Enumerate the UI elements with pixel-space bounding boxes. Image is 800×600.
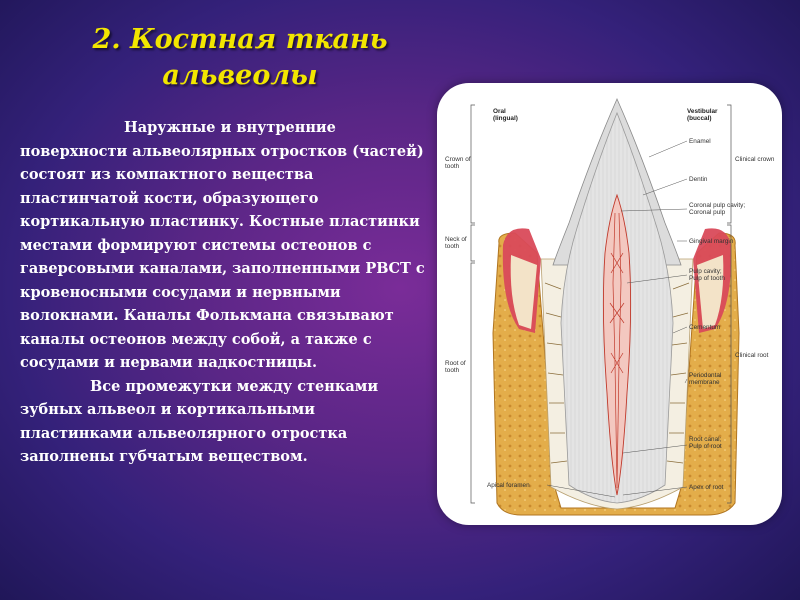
body-text (20, 116, 432, 469)
label-pulp-cavity: Pulp cavity; Pulp of tooth (689, 268, 725, 282)
title-line-2: альвеолы (162, 60, 318, 91)
tooth-diagram-card (437, 83, 782, 525)
label-periodontal-membrane: Periodontal membrane (689, 372, 722, 386)
label-clinical-root: Clinical root (735, 352, 769, 359)
label-root-canal: Root canal; Pulp of root (689, 436, 722, 450)
label-crown-of-tooth: Crown of tooth (445, 156, 471, 170)
title-line-1: 2. Костная ткань (92, 24, 388, 55)
label-cementum: Cementum (689, 324, 721, 331)
left-bracket-neck (471, 225, 475, 261)
label-vestibular: Vestibular (buccal) (687, 108, 718, 122)
label-root-of-tooth: Root of tooth (445, 360, 466, 374)
paragraph-1: Наружные и внутренние поверхности альвеолярных отростков (частей) состоят из компактного вещества пластинчатой кости, образующего кортикальную пластинку. Костные пластинки местами формируют системы остеонов с гаверсовыми каналами, заполненными РВСТ с кровеносными сосудами и нервными волокнами. Каналы Фолькмана связывают каналы остеонов между собой, а также с сосудами и нервами надкостницы. (20, 119, 425, 371)
label-enamel: Enamel (689, 138, 711, 145)
label-gingival-margin: Gingival margin (689, 238, 734, 245)
label-apical-foramen: Apical foramen (487, 482, 530, 489)
paragraph-2: Все промежутки между стенками зубных альвеол и кортикальными пластинками альвеолярного отростка заполнены губчатым веществом. (20, 377, 379, 465)
slide-title (80, 22, 400, 94)
label-clinical-crown: Clinical crown (735, 156, 775, 163)
label-apex-of-root: Apex of root (689, 484, 724, 491)
label-neck-of-tooth: Neck of tooth (445, 236, 467, 250)
label-coronal-pulp: Coronal pulp cavity; Coronal pulp (689, 202, 746, 216)
label-oral: Oral (lingual) (493, 108, 518, 122)
label-dentin: Dentin (689, 176, 708, 183)
tooth-diagram (437, 83, 782, 525)
left-bracket-root (471, 263, 475, 503)
left-bracket-crown (471, 105, 475, 223)
